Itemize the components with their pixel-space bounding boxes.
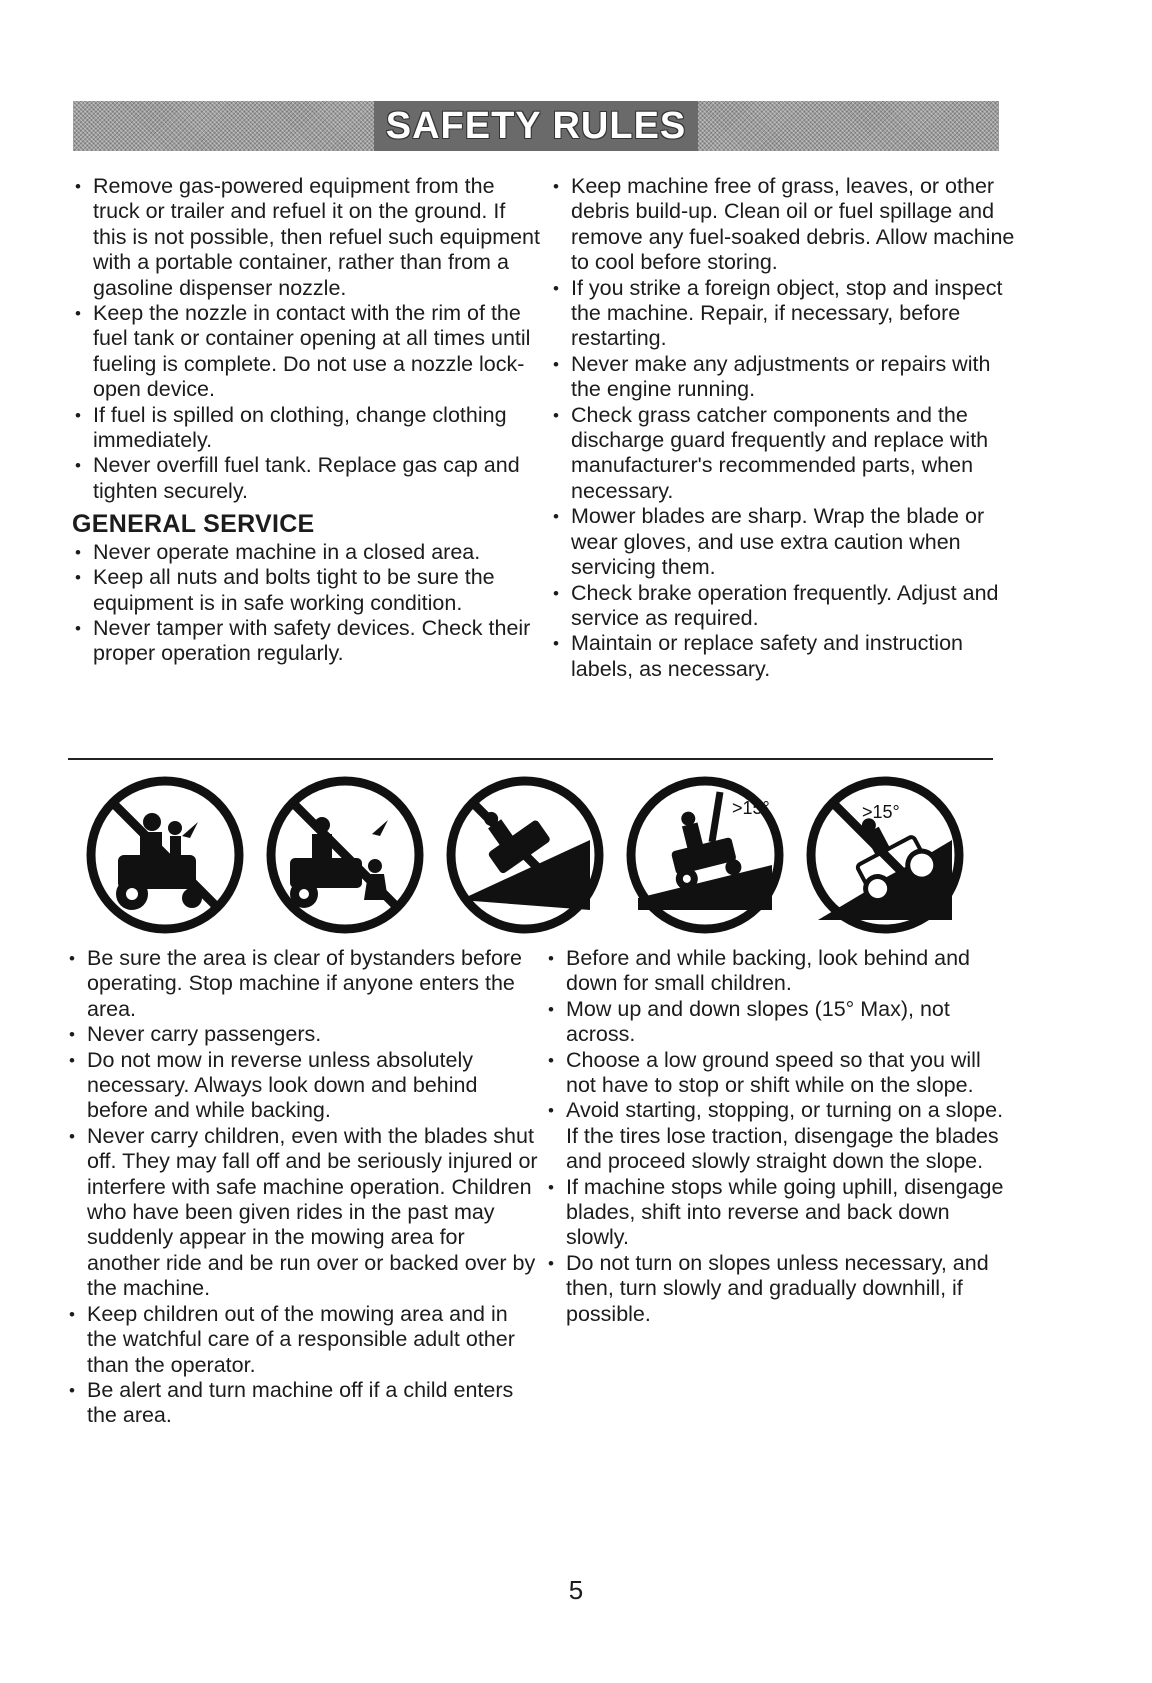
section-heading-general-service: GENERAL SERVICE (72, 510, 315, 539)
banner-title: SAFETY RULES (385, 104, 687, 147)
list-item: • Keep children out of the mowing area and in the watchful care of a responsible adult other than the operator. (66, 1302, 541, 1378)
bottom-left-column (66, 946, 541, 1429)
picto-label: >15° (732, 798, 770, 818)
list-item: • Never overfill fuel tank. Replace gas cap and tighten securely. (72, 453, 542, 504)
fuel-safety-list (72, 174, 542, 504)
list-item: • Never operate machine in a closed area. (72, 540, 542, 565)
top-left-column (72, 174, 542, 667)
no-children-near-mower-icon (260, 770, 430, 940)
list-item: • Keep machine free of grass, leaves, or other debris build-up. Clean oil or fuel spillage and remove any fuel-soaked debris. Allow machine to cool before storing. (550, 174, 1015, 276)
list-item: • Check brake operation frequently. Adjust and service as required. (550, 581, 1015, 632)
page-number: 5 (568, 1575, 584, 1605)
list-item: • Never make any adjustments or repairs with the engine running. (550, 352, 1015, 403)
list-item: • Remove gas-powered equipment from the truck or trailer and refuel it on the ground. If this is not possible, then refuel such equipment with a portable container, rather than from a gasoline dispenser nozzle. (72, 174, 542, 301)
list-item: • If machine stops while going uphill, disengage blades, shift into reverse and back down slowly. (545, 1175, 1015, 1251)
list-item: • Do not turn on slopes unless necessary, and then, turn slowly and gradually downhill, if possible. (545, 1251, 1015, 1327)
bottom-right-column (545, 946, 1015, 1327)
list-item: • Before and while backing, look behind and down for small children. (545, 946, 1015, 997)
list-item: • Maintain or replace safety and instruction labels, as necessary. (550, 631, 1015, 682)
list-item: • Be sure the area is clear of bystanders before operating. Stop machine if anyone enters the area. (66, 946, 541, 1022)
no-passengers-icon (80, 770, 250, 940)
list-item: • Never carry passengers. (66, 1022, 541, 1047)
list-item: • Never carry children, even with the blades shut off. They may fall off and be seriously injured or interfere with safe machine operation. Children who have been given rides in the past may suddenly appear in the mowing area for another ride and be run over or backed over by the machine. (66, 1124, 541, 1302)
general-service-list (72, 540, 542, 667)
no-mowing-across-slope-icon (440, 770, 610, 940)
list-item: • Mower blades are sharp. Wrap the blade or wear gloves, and use extra caution when servicing them. (550, 504, 1015, 580)
list-item: • Do not mow in reverse unless absolutely necessary. Always look down and behind before and while backing. (66, 1048, 541, 1124)
banner-title-plate (374, 101, 699, 151)
operation-safety-list (66, 946, 541, 1429)
list-item: • Mow up and down slopes (15° Max), not across. (545, 997, 1015, 1048)
maintenance-list (550, 174, 1015, 682)
list-item: • If you strike a foreign object, stop and inspect the machine. Repair, if necessary, before restarting. (550, 276, 1015, 352)
safety-rules-banner (73, 101, 999, 151)
list-item: • Keep the nozzle in contact with the rim of the fuel tank or container opening at all times until fueling is complete. Do not use a nozzle lock-open device. (72, 301, 542, 403)
list-item: • Be alert and turn machine off if a child enters the area. (66, 1378, 541, 1429)
list-item: • Choose a low ground speed so that you will not have to stop or shift while on the slope. (545, 1048, 1015, 1099)
list-item: • Keep all nuts and bolts tight to be sure the equipment is in safe working condition. (72, 565, 542, 616)
list-item: • Never tamper with safety devices. Check their proper operation regularly. (72, 616, 542, 667)
max-slope-up-down-icon (620, 770, 790, 940)
top-right-column (550, 174, 1015, 682)
slope-safety-list (545, 946, 1015, 1327)
list-item: • Check grass catcher components and the discharge guard frequently and replace with manufacturer's recommended parts, when necessary. (550, 403, 1015, 505)
section-divider (68, 758, 993, 760)
list-item: • Avoid starting, stopping, or turning on a slope. If the tires lose traction, disengage the blades and proceed slowly straight down the slope. (545, 1098, 1015, 1174)
picto-label: >15° (862, 802, 900, 822)
no-steep-slope-icon (800, 770, 970, 940)
warning-pictograms (70, 770, 1000, 940)
list-item: • If fuel is spilled on clothing, change clothing immediately. (72, 403, 542, 454)
